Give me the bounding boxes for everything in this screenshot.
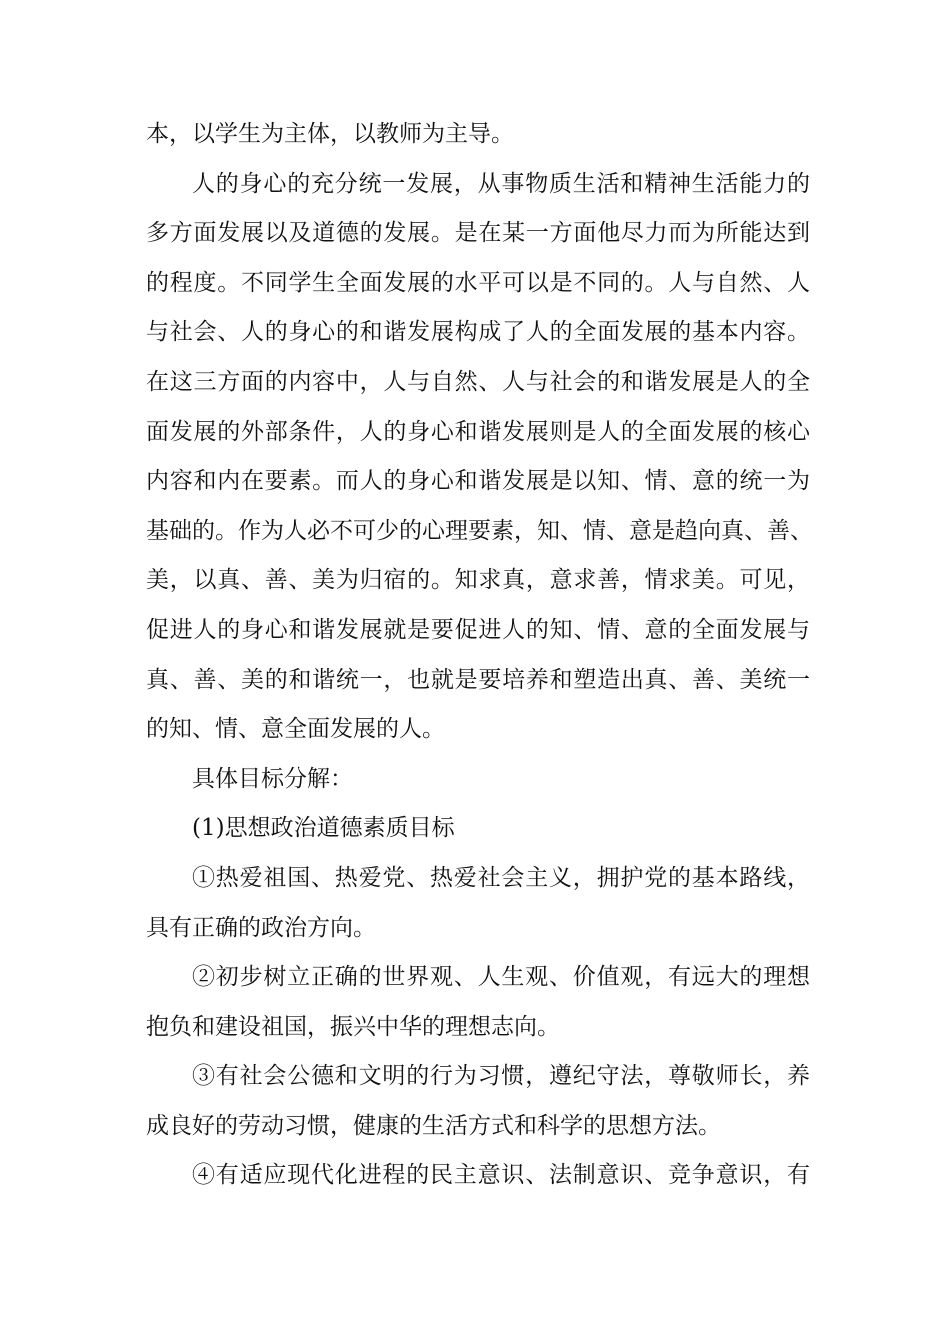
list-item-continuation: 抱负和建设祖国，振兴中华的理想志向。 <box>146 1013 560 1040</box>
text-line: 本，以学生为主体，以教师为主导。 <box>146 121 514 147</box>
list-item-continuation: 成良好的劳动习惯，健康的生活方式和科学的思想方法。 <box>146 1112 721 1139</box>
section-heading: 具体目标分解： <box>192 765 353 792</box>
text-line: 人的身心的充分统一发展，从事物质生活和精神生活能力的 <box>192 170 810 197</box>
text-line: 促进人的身心和谐发展就是要促进人的知、情、意的全面发展与 <box>146 616 810 643</box>
text-line: 美，以真、善、美为归宿的。知求真，意求善，情求美。可见， <box>146 567 810 594</box>
list-item: ③有社会公德和文明的行为习惯，遵纪守法，尊敬师长，养 <box>192 1063 810 1090</box>
text-line: 内容和内在要素。而人的身心和谐发展是以知、情、意的统一为 <box>146 468 810 495</box>
text-line: 真、善、美的和谐统一，也就是要培养和塑造出真、善、美统一 <box>146 666 810 693</box>
text-line: 的程度。不同学生全面发展的水平可以是不同的。人与自然、人 <box>146 269 810 296</box>
list-item: ②初步树立正确的世界观、人生观、价值观，有远大的理想 <box>192 964 810 991</box>
list-item: ①热爱祖国、热爱党、热爱社会主义，拥护党的基本路线， <box>192 864 810 891</box>
document-body <box>146 110 813 1201</box>
list-item: ④有适应现代化进程的民主意识、法制意识、竞争意识，有 <box>192 1162 810 1189</box>
text-line: 的知、情、意全面发展的人。 <box>146 716 445 743</box>
text-line: 多方面发展以及道德的发展。是在某一方面他尽力而为所能达到 <box>146 220 810 247</box>
text-line: 与社会、人的身心的和谐发展构成了人的全面发展的基本内容。 <box>146 319 810 346</box>
text-line: 面发展的外部条件，人的身心和谐发展则是人的全面发展的核心 <box>146 418 810 445</box>
text-line: 基础的。作为人必不可少的心理要素，知、情、意是趋向真、善、 <box>146 517 813 544</box>
list-item-continuation: 具有正确的政治方向。 <box>146 914 376 941</box>
subsection-heading: (1)思想政治道德素质目标 <box>192 815 455 842</box>
text-line: 在这三方面的内容中，人与自然、人与社会的和谐发展是人的全 <box>146 368 810 395</box>
